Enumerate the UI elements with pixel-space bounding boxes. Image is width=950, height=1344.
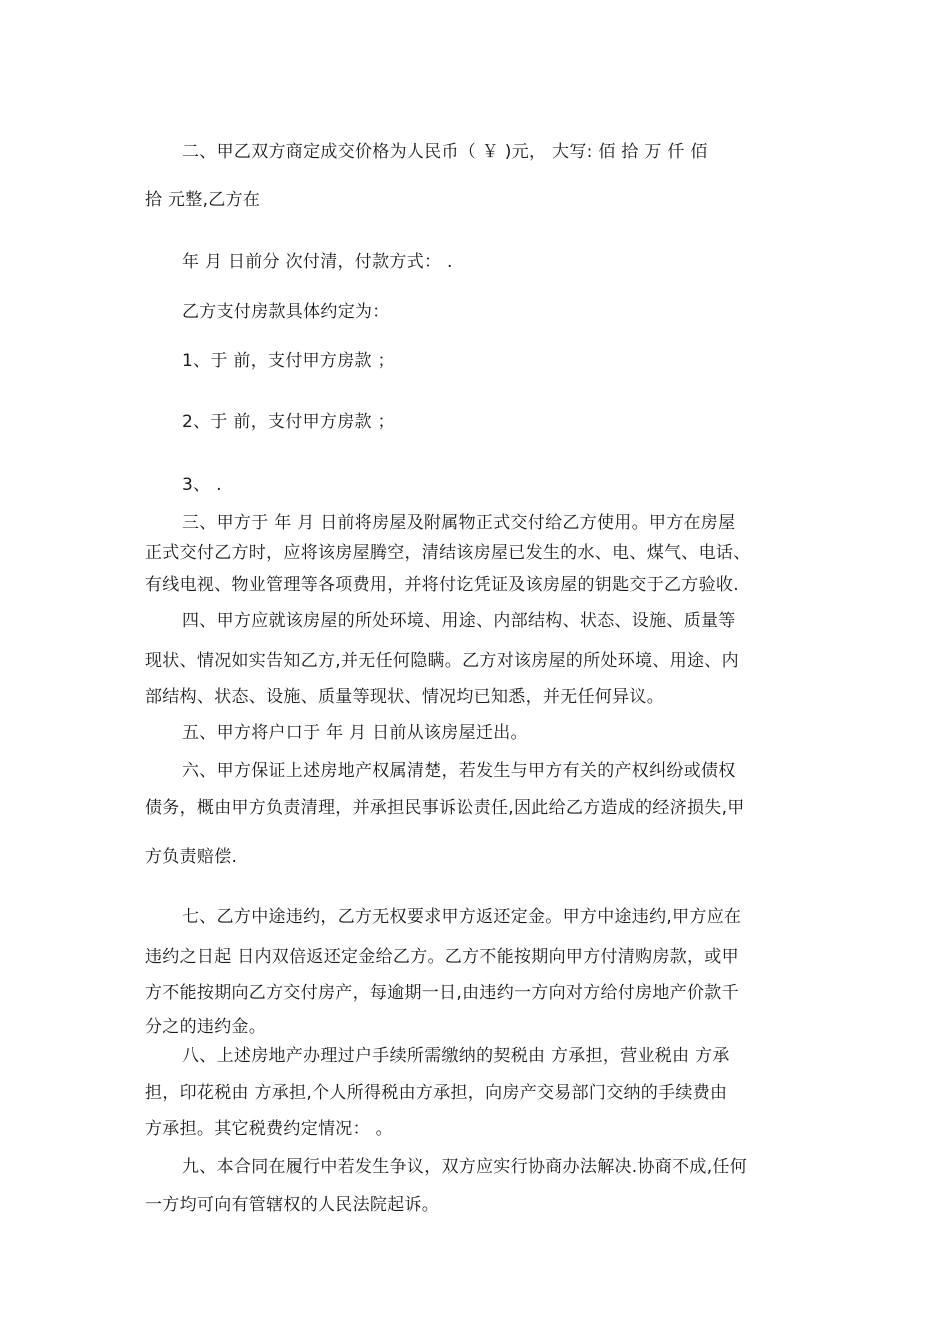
clause-7-line-1: 七、乙方中途违约，乙方无权要求甲方返还定金。甲方中途违约,甲方应在 bbox=[182, 907, 742, 927]
clause-5-line-1: 五、甲方将户口于 年 月 日前从该房屋迁出。 bbox=[182, 723, 528, 743]
clause-2-line-2: 拾 元整,乙方在 bbox=[145, 190, 261, 210]
payment-item-1: 1、于 前，支付甲方房款 ； bbox=[182, 351, 395, 371]
clause-3-line-2: 正式交付乙方时，应将该房屋腾空，清结该房屋已发生的水、电、煤气、电话、 bbox=[145, 543, 751, 563]
clause-7-line-2: 违约之日起 日内双倍返还定金给乙方。乙方不能按期向甲方付清购房款，或甲 bbox=[145, 947, 739, 967]
clause-9-line-1: 九、本合同在履行中若发生争议，双方应实行协商办法解决.协商不成,任何 bbox=[182, 1157, 748, 1177]
payment-item-3: 3、 . bbox=[182, 475, 222, 495]
clause-8-line-3: 方承担。其它税费约定情况： 。 bbox=[145, 1119, 393, 1139]
clause-2-line-3: 年 月 日前分 次付清，付款方式： . bbox=[182, 252, 453, 272]
clause-4-line-1: 四、甲方应就该房屋的所处环境、用途、内部结构、状态、设施、质量等 bbox=[182, 611, 736, 631]
clause-3-line-3: 有线电视、物业管理等各项费用，并将付讫凭证及该房屋的钥匙交于乙方验收. bbox=[145, 575, 739, 595]
payment-heading: 乙方支付房款具体约定为： bbox=[182, 302, 390, 322]
clause-4-line-2: 现状、情况如实告知乙方,并无任何隐瞒。乙方对该房屋的所处环境、用途、内 bbox=[145, 651, 739, 671]
payment-item-2: 2、于 前，支付甲方房款 ； bbox=[182, 412, 395, 432]
clause-2-line-1: 二、甲乙双方商定成交价格为人民币（ ￥ )元， 大写: 佰 拾 万 仟 佰 bbox=[182, 142, 708, 162]
clause-6-line-1: 六、甲方保证上述房地产权属清楚，若发生与甲方有关的产权纠纷或债权 bbox=[182, 761, 736, 781]
clause-7-line-3: 方不能按期向乙方交付房产，每逾期一日,由违约一方向对方给付房地产价款千 bbox=[145, 983, 739, 1003]
clause-4-line-3: 部结构、状态、设施、质量等现状、情况均已知悉，并无任何异议。 bbox=[145, 687, 664, 707]
clause-6-line-3: 方负责赔偿. bbox=[145, 847, 238, 867]
clause-6-line-2: 债务，概由甲方负责清理，并承担民事诉讼责任,因此给乙方造成的经济损失,甲 bbox=[145, 798, 745, 818]
clause-7-line-4: 分之的违约金。 bbox=[145, 1017, 267, 1037]
clause-8-line-1: 八、上述房地产办理过户手续所需缴纳的契税由 方承担，营业税由 方承 bbox=[182, 1046, 730, 1066]
clause-9-line-2: 一方均可向有管辖权的人民法院起诉。 bbox=[145, 1195, 440, 1215]
clause-3-line-1: 三、甲方于 年 月 日前将房屋及附属物正式交付给乙方使用。甲方在房屋 bbox=[182, 513, 736, 533]
clause-8-line-2: 担，印花税由 方承担,个人所得税由方承担，向房产交易部门交纳的手续费由 bbox=[145, 1083, 728, 1103]
